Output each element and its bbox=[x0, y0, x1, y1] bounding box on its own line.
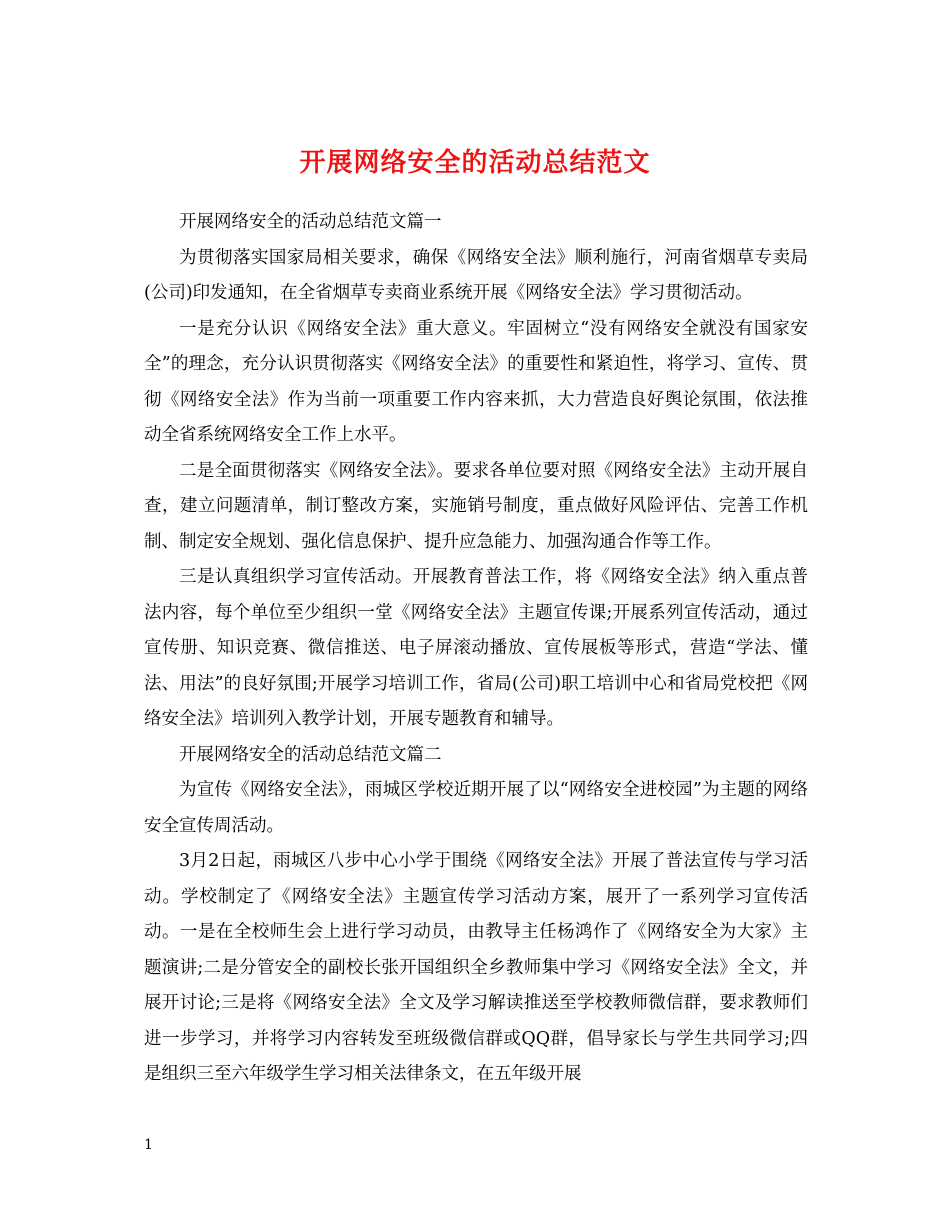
section-heading-1: 开展网络安全的活动总结范文篇一 bbox=[179, 212, 442, 232]
paragraph-point-2: 二是全面贯彻落实《网络安全法》。要求各单位要对照《网络安全法》主动开展自查，建立问题清单，制订整改方案，实施销号制度，重点做好风险评估、完善工作机制、制定安全规划、强化信息保护、提升应急能力、加强沟通合作等工作。 bbox=[144, 460, 808, 552]
paragraph-intro-1: 为贯彻落实国家局相关要求，确保《网络安全法》顺利施行，河南省烟草专卖局(公司)印发通知，在全省烟草专卖商业系统开展《网络安全法》学习贯彻活动。 bbox=[144, 247, 808, 303]
document-body bbox=[144, 205, 808, 1093]
document-title: 开展网络安全的活动总结范文 bbox=[299, 148, 651, 179]
paragraph-intro-2: 为宣传《网络安全法》，雨城区学校近期开展了以“网络安全进校园”为主题的网络安全宣传周活动。 bbox=[144, 780, 808, 836]
page-number: 1 bbox=[144, 1137, 153, 1153]
section-heading-2: 开展网络安全的活动总结范文篇二 bbox=[179, 744, 442, 765]
paragraph-point-1: 一是充分认识《网络安全法》重大意义。牢固树立“没有网络安全就没有国家安全”的理念，充分认识贯彻落实《网络安全法》的重要性和紧迫性，将学习、宣传、贯彻《网络安全法》作为当前一项重要工作内容来抓，大力营造良好舆论氛围，依法推动全省系统网络安全工作上水平。 bbox=[144, 318, 808, 445]
paragraph-activities: 3月2日起，雨城区八步中心小学于围绕《网络安全法》开展了普法宣传与学习活动。学校制定了《网络安全法》主题宣传学习活动方案，展开了一系列学习宣传活动。一是在全校师生会上进行学习动员，由教导主任杨鸿作了《网络安全为大家》主题演讲;二是分管安全的副校长张开国组织全乡教师集中学习《网络安全法》全文，并展开讨论;三是将《网络安全法》全文及学习解读推送至学校教师微信群，要求教师们进一步学习，并将学习内容转发至班级微信群或QQ群，倡导家长与学生共同学习;四是组织三至六年级学生学习相关法律条文，在五年级开展 bbox=[144, 851, 808, 1084]
paragraph-point-3: 三是认真组织学习宣传活动。开展教育普法工作，将《网络安全法》纳入重点普法内容，每个单位至少组织一堂《网络安全法》主题宣传课;开展系列宣传活动，通过宣传册、知识竞赛、微信推送、电子屏滚动播放、宣传展板等形式，营造“学法、懂法、用法”的良好氛围;开展学习培训工作，省局(公司)职工培训中心和省局党校把《网络安全法》培训列入教学计划，开展专题教育和辅导。 bbox=[144, 567, 808, 729]
